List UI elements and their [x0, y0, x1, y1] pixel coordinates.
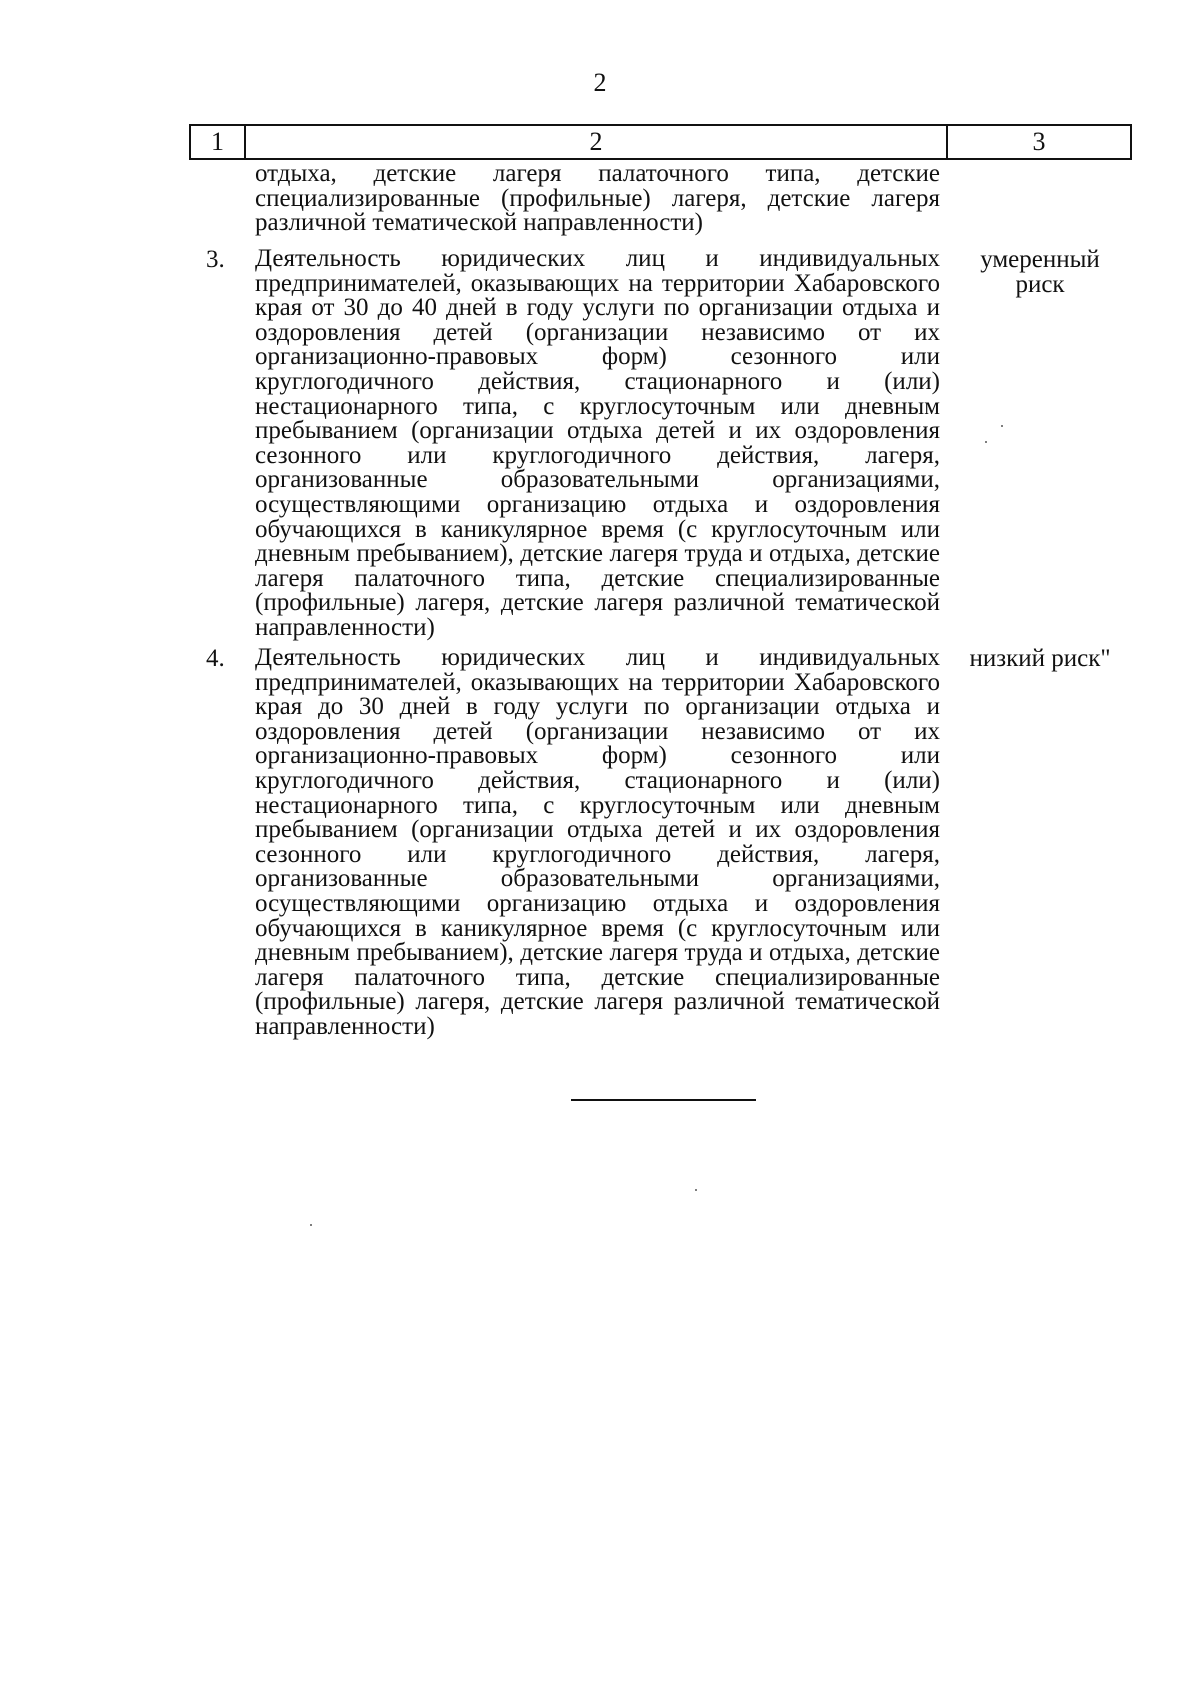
row-description: Деятельность юридических лиц и индивидуальных предпринимателей, оказывающих на территории Хабаровского края от 30 до 40 дней в году услуги по организации отдыха и оздоровления детей (организации независимо от их организационно-правовых форм) сезонного или круглогодичного действия, стационарного и (или) нестационарного типа, с круглосуточным или дневным пребыванием (организации отдыха детей и их оздоровления сезонного или круглогодичного действия, лагеря, организованные образовательными организациями, осуществляющими организацию отдыха и оздоровления обучающихся в каникулярное время (с круглосуточным или дневным пребыванием), детские лагеря труда и отдыха, детские лагеря палаточного типа, детские специализированные (профильные) лагеря, детские лагеря различной тематической направленности)	[255, 245, 940, 641]
risk-category: умеренный риск	[980, 246, 1100, 298]
table-header-row	[189, 124, 1132, 160]
end-of-document-rule	[571, 1099, 756, 1101]
column-header-3: 3	[1032, 127, 1046, 156]
scan-speck	[695, 1189, 697, 1191]
column-header-1: 1	[191, 126, 246, 158]
row-number: 3.	[206, 246, 225, 273]
column-header-2: 2	[246, 126, 948, 158]
scan-speck	[310, 1224, 312, 1226]
scan-speck	[1001, 425, 1003, 427]
scan-speck	[985, 441, 987, 443]
row-description-continuation: отдыха, детские лагеря палаточного типа, детские специализированные (профильные) лагеря, детские лагеря различной тематической направленности)	[255, 160, 940, 237]
row-description: Деятельность юридических лиц и индивидуальных предпринимателей, оказывающих на территории Хабаровского края до 30 дней в году услуги по организации отдыха и оздоровления детей (организации независимо от их организационно-правовых форм) сезонного или круглогодичного действия, стационарного и (или) нестационарного типа, с круглосуточным или дневным пребыванием (организации отдыха детей и их оздоровления сезонного или круглогодичного действия, лагеря, организованные образовательными организациями, осуществляющими организацию отдыха и оздоровления обучающихся в каникулярное время (с круглосуточным или дневным пребыванием), детские лагеря труда и отдыха, детские лагеря палаточного типа, детские специализированные (профильные) лагеря, детские лагеря различной тематической направленности)	[255, 644, 940, 1040]
page-number: 2	[593, 68, 607, 97]
risk-category: низкий риск"	[969, 645, 1111, 672]
row-number: 4.	[206, 645, 225, 672]
